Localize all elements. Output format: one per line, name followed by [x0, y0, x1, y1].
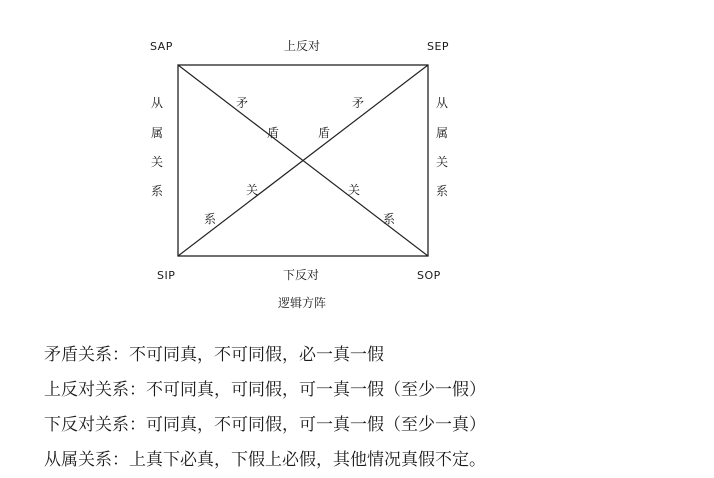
diagonal-left-char: 矛 — [235, 96, 249, 110]
relation-contrary: 上反对关系：不可同真，可同假，可一真一假（至少一假） — [44, 380, 486, 400]
diagonal-left-char: 系 — [203, 212, 217, 226]
diagonal-left-char: 盾 — [266, 126, 280, 140]
diagonal-left-char: 关 — [245, 183, 259, 197]
left-side-char: 属 — [150, 126, 164, 140]
left-side-char: 从 — [150, 96, 164, 110]
right-side-char: 关 — [435, 155, 449, 169]
edge-label-top: 上反对 — [284, 39, 321, 53]
right-side-char: 属 — [435, 126, 449, 140]
diagonal-right-char: 系 — [382, 212, 396, 226]
relation-subcontrary: 下反对关系：可同真，不可同假，可一真一假（至少一真） — [44, 415, 486, 435]
diagonal-right-char: 关 — [347, 183, 361, 197]
diagonal-right-char: 矛 — [351, 96, 365, 110]
right-side-char: 从 — [435, 96, 449, 110]
relation-contradictory: 矛盾关系：不可同真，不可同假，必一真一假 — [44, 345, 384, 365]
right-side-char: 系 — [435, 184, 449, 198]
relation-subalternation: 从属关系：上真下必真，下假上必假，其他情况真假不定。 — [44, 450, 486, 470]
diagonal-right-char: 盾 — [317, 126, 331, 140]
left-side-char: 系 — [150, 184, 164, 198]
corner-sep: SEP — [427, 40, 450, 53]
relations-list — [44, 338, 486, 478]
edge-label-bottom: 下反对 — [283, 268, 320, 282]
left-side-char: 关 — [150, 155, 164, 169]
corner-sop: SOP — [417, 269, 441, 282]
corner-sap: SAP — [150, 40, 173, 53]
corner-sip: SIP — [157, 269, 176, 282]
diagram-caption: 逻辑方阵 — [278, 296, 327, 310]
